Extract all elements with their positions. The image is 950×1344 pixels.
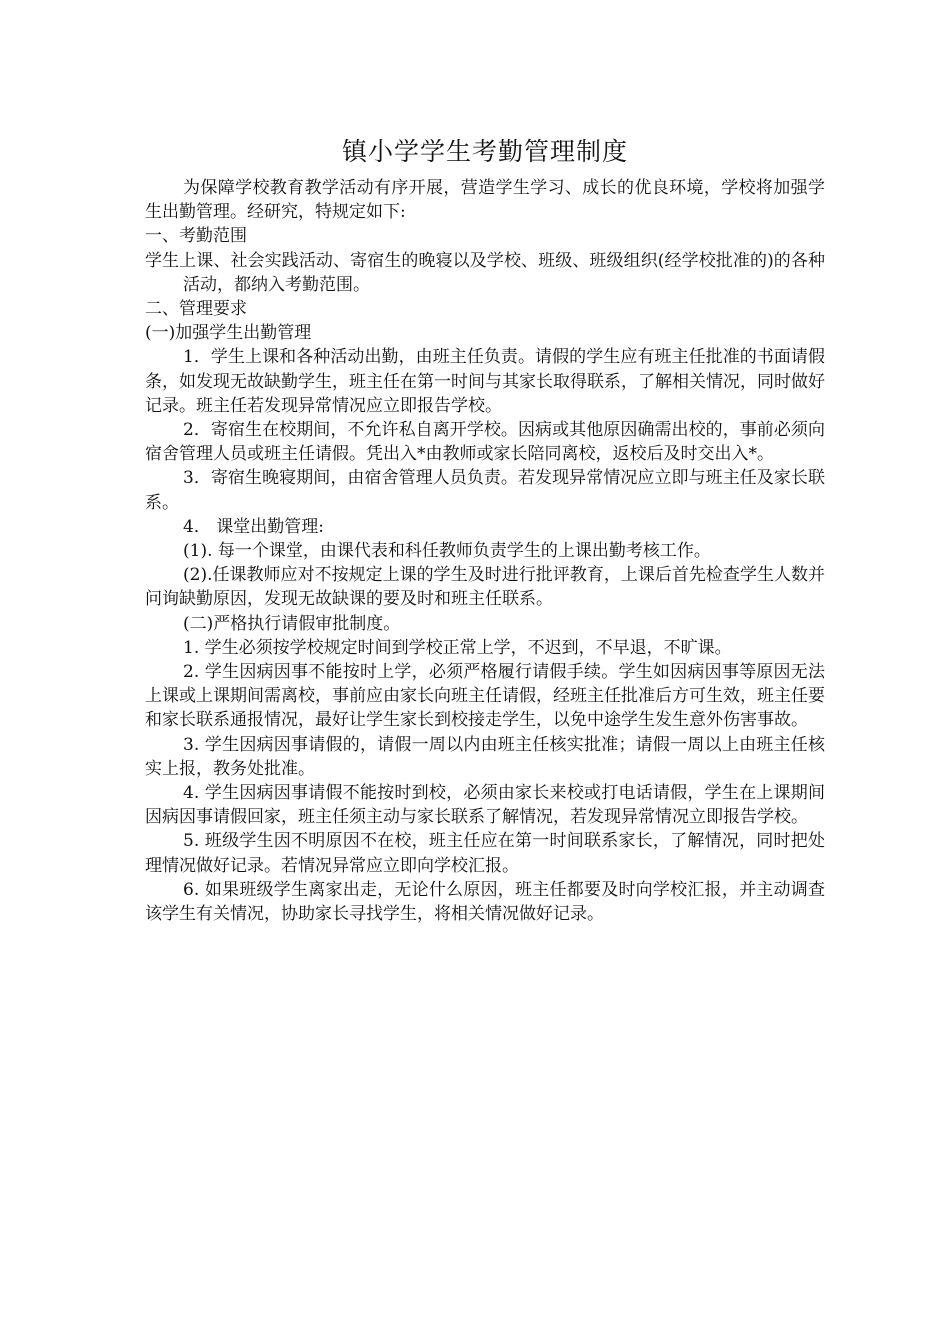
attendance-item-1: 1．学生上课和各种活动出勤，由班主任负责。请假的学生应有班主任批准的书面请假条，如发现无故缺勤学生，班主任在第一时间与其家长取得联系，了解相关情况，同时做好记录。班主任若发现异常情况应立即报告学校。 — [145, 347, 825, 416]
classroom-item-2: (2).任课教师应对不按规定上课的学生及时进行批评教育，上课后首先检查学生人数并问询缺勤原因，发现无故缺课的要及时和班主任联系。 — [145, 565, 825, 610]
section-heading-requirements: 二、管理要求 — [145, 299, 247, 320]
leave-item-3: 3. 学生因病因事请假的，请假一周以内由班主任核实批准；请假一周以上由班主任核实上报，教务处批准。 — [145, 734, 825, 779]
intro-paragraph: 为保障学校教育教学活动有序开展，营造学生学习、成长的优良环境，学校将加强学生出勤管理。经研究，特规定如下: — [145, 178, 825, 223]
attendance-item-4: 4． 课堂出勤管理: — [183, 516, 324, 537]
subsection-heading-leave: (二)严格执行请假审批制度。 — [183, 613, 401, 634]
classroom-item-1: (1). 每一个课堂，由课代表和科任教师负责学生的上课出勤考核工作。 — [183, 541, 711, 562]
leave-item-4: 4. 学生因病因事请假不能按时到校，必须由家长来校或打电话请假，学生在上课期间因病因事请假回家，班主任须主动与家长联系了解情况，若发现异常情况立即报告学校。 — [145, 783, 825, 828]
leave-item-2: 2. 学生因病因事不能按时上学，必须严格履行请假手续。学生如因病因事等原因无法上课或上课期间需离校，事前应由家长向班主任请假，经班主任批准后方可生效，班主任要和家长联系通报情况，最好让学生家长到校接走学生，以免中途学生发生意外伤害事故。 — [145, 662, 825, 731]
leave-item-6: 6. 如果班级学生离家出走，无论什么原因，班主任都要及时向学校汇报，并主动调查该学生有关情况，协助家长寻找学生，将相关情况做好记录。 — [145, 879, 825, 925]
leave-item-5: 5. 班级学生因不明原因不在校，班主任应在第一时间联系家长，了解情况，同时把处理情况做好记录。若情况异常应立即向学校汇报。 — [145, 831, 825, 876]
attendance-item-2: 2．寄宿生在校期间，不允许私自离开学校。因病或其他原因确需出校的，事前必须向宿舍管理人员或班主任请假。凭出入*由教师或家长陪同离校，返校后及时交出入*。 — [145, 420, 825, 465]
document-page — [145, 136, 825, 926]
document-title: 镇小学学生考勤管理制度 — [341, 137, 628, 166]
attendance-item-3: 3．寄宿生晚寝期间，由宿舍管理人员负责。若发现异常情况应立即与班主任及家长联系。 — [145, 468, 825, 513]
scope-paragraph: 学生上课、社会实践活动、寄宿生的晚寝以及学校、班级、班级组织(经学校批准的)的各种活动，都纳入考勤范围。 — [145, 250, 825, 295]
subsection-heading-attendance: (一)加强学生出勤管理 — [145, 323, 312, 344]
leave-item-1: 1. 学生必须按学校规定时间到学校正常上学，不迟到，不早退，不旷课。 — [183, 637, 732, 658]
section-heading-scope: 一、考勤范围 — [145, 226, 247, 247]
